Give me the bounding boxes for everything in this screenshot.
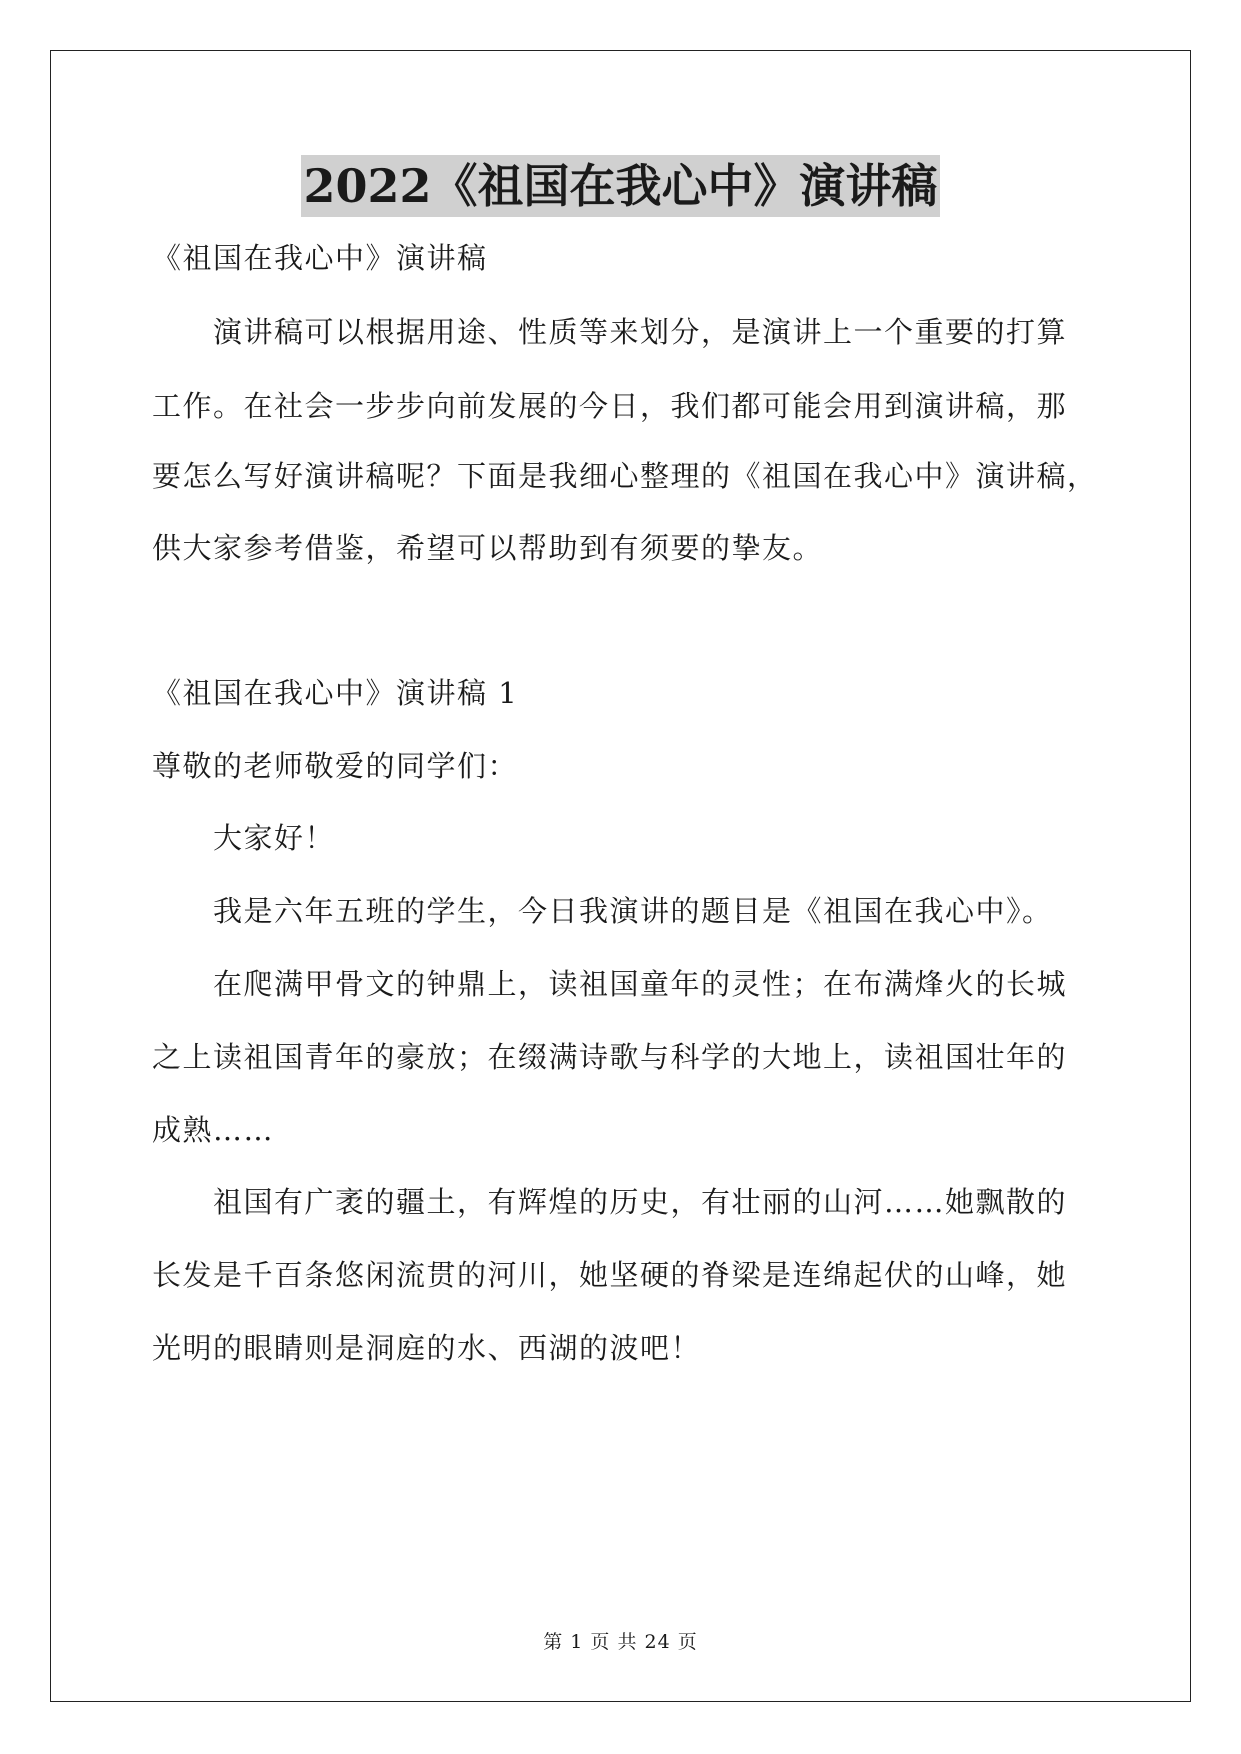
page-footer: 第 1 页 共 24 页 xyxy=(543,1631,698,1653)
greeting: 大家好！ xyxy=(213,821,336,855)
paragraph-line: 供大家参考借鉴，希望可以帮助到有须要的挚友。 xyxy=(152,531,824,565)
page-border xyxy=(50,50,1191,1702)
document-title: 2022《祖国在我心中》演讲稿 xyxy=(301,155,939,217)
paragraph-line: 祖国有广袤的疆土，有辉煌的历史，有壮丽的山河……她飘散的 xyxy=(213,1185,1068,1219)
paragraph-line: 要怎么写好演讲稿呢？下面是我细心整理的《祖国在我心中》演讲稿， xyxy=(152,459,1098,493)
subtitle: 《祖国在我心中》演讲稿 xyxy=(152,241,488,275)
paragraph-line: 之上读祖国青年的豪放；在缀满诗歌与科学的大地上，读祖国壮年的 xyxy=(152,1040,1068,1074)
paragraph-line: 长发是千百条悠闲流贯的河川，她坚硬的脊梁是连绵起伏的山峰，她 xyxy=(152,1258,1068,1292)
paragraph-line: 光明的眼睛则是洞庭的水、西湖的波吧！ xyxy=(152,1331,702,1365)
paragraph-line: 演讲稿可以根据用途、性质等来划分，是演讲上一个重要的打算 xyxy=(213,315,1068,349)
paragraph-line: 成熟…… xyxy=(152,1113,275,1147)
salutation: 尊敬的老师敬爱的同学们： xyxy=(152,749,519,783)
paragraph-line: 我是六年五班的学生，今日我演讲的题目是《祖国在我心中》。 xyxy=(213,894,1053,928)
section-heading: 《祖国在我心中》演讲稿 1 xyxy=(152,676,519,710)
paragraph-line: 工作。在社会一步步向前发展的今日，我们都可能会用到演讲稿，那 xyxy=(152,389,1068,423)
document-title-container xyxy=(0,155,1241,217)
paragraph-line: 在爬满甲骨文的钟鼎上，读祖国童年的灵性；在布满烽火的长城 xyxy=(213,967,1068,1001)
